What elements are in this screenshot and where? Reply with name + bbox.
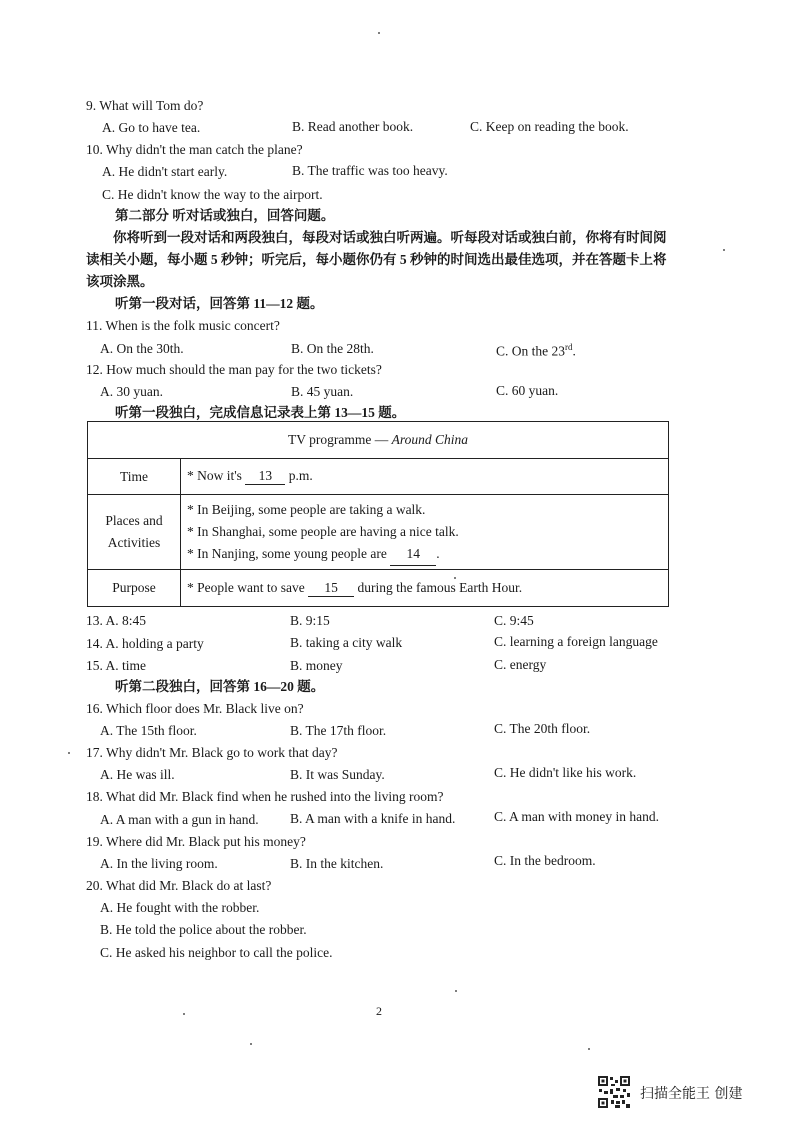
q12-option-a: A. 30 yuan. (100, 384, 163, 399)
places-3-post: . (436, 545, 440, 561)
blank-15: 15 (308, 580, 354, 597)
q17-option-b: B. It was Sunday. (290, 767, 385, 782)
q20-option-a: A. He fought with the robber. (100, 900, 260, 915)
page-number: 2 (376, 1004, 382, 1018)
table-title (88, 422, 669, 459)
q13-option-c: C. 9:45 (494, 613, 534, 628)
section1-heading: 听第一段对话，回答第 11—12 题。 (115, 296, 324, 311)
q14-option-b: B. taking a city walk (290, 635, 403, 650)
q11-option-a: A. On the 30th. (100, 341, 184, 356)
section2-heading: 听第一段独白，完成信息记录表上第 13—15 题。 (115, 405, 406, 420)
q12-option-c: C. 60 yuan. (496, 383, 559, 398)
scan-speck (250, 1043, 252, 1045)
blank-14: 14 (390, 543, 436, 566)
q10-option-b: B. The traffic was too heavy. (292, 163, 448, 178)
scan-speck (455, 990, 457, 992)
q11-option-c (496, 338, 576, 361)
q13-option-a: 13. A. 8:45 (86, 613, 147, 628)
q16-option-c: C. The 20th floor. (494, 721, 591, 736)
q19-stem: 19. Where did Mr. Black put his money? (86, 834, 306, 849)
q11-option-c-end: . (572, 343, 576, 359)
q9-option-a: A. Go to have tea. (102, 120, 201, 135)
time-cell (181, 459, 669, 495)
q17-stem: 17. Why didn't Mr. Black go to work that day? (86, 745, 338, 760)
q15-option-c: C. energy (494, 657, 547, 672)
places-label: Places and Activities (88, 495, 181, 570)
q12-stem: 12. How much should the man pay for the two tickets? (86, 362, 382, 377)
places-cell (181, 495, 669, 570)
q14-option-a: 14. A. holding a party (86, 636, 204, 651)
purpose-cell (181, 570, 669, 607)
scan-speck (454, 577, 456, 579)
q20-option-b: B. He told the police about the robber. (100, 922, 307, 937)
scan-speck (68, 752, 70, 754)
scanner-watermark-text: 扫描全能王 创建 (640, 1086, 743, 1102)
section3-heading: 听第二段独白，回答第 16—20 题。 (115, 679, 325, 694)
scan-speck (183, 1013, 185, 1015)
q20-option-c: C. He asked his neighbor to call the police. (100, 945, 333, 960)
q15-option-b: B. money (290, 658, 343, 673)
q11-option-b: B. On the 28th. (291, 341, 374, 356)
places-line-3 (187, 543, 662, 566)
time-pre: * Now it's (187, 468, 242, 483)
q10-stem: 10. Why didn't the man catch the plane? (86, 142, 303, 157)
scan-speck (588, 1048, 590, 1050)
q9-option-b: B. Read another book. (292, 119, 414, 134)
table-title-italic: Around China (391, 432, 468, 447)
places-line-2: * In Shanghai, some people are having a nice talk. (187, 523, 459, 539)
q16-stem: 16. Which floor does Mr. Black live on? (86, 701, 304, 716)
q18-option-c: C. A man with money in hand. (494, 809, 659, 824)
time-post: p.m. (288, 468, 313, 483)
table-title-text: TV programme — (288, 432, 392, 447)
part2-instructions-text: 你将听到一段对话和两段独白，每段对话或独白听两遍。听每段对话或独白前，你将有时间阅读相关小题，每小题 5 秒钟；听完后，每小题你仍有 5 秒钟的时间选出最佳选项，并在答题卡上将该项涂黑。 (86, 230, 667, 289)
q18-stem: 18. What did Mr. Black find when he rushed into the living room? (86, 789, 444, 804)
blank-13: 13 (245, 468, 285, 485)
q17-option-c: C. He didn't like his work. (494, 765, 637, 780)
places-line-1: * In Beijing, some people are taking a walk. (187, 501, 426, 517)
q15-option-a: 15. A. time (86, 658, 146, 673)
q20-stem: 20. What did Mr. Black do at last? (86, 878, 272, 893)
time-label: Time (88, 459, 181, 495)
q10-option-a: A. He didn't start early. (102, 164, 228, 179)
purpose-post: during the famous Earth Hour. (357, 579, 523, 595)
scan-speck (723, 249, 725, 251)
q9-stem: 9. What will Tom do? (86, 98, 204, 113)
q11-option-c-text: C. On the 23 (496, 343, 565, 359)
scan-speck (378, 32, 380, 34)
q11-stem: 11. When is the folk music concert? (86, 318, 280, 333)
part2-heading: 第二部分 听对话或独白，回答问题。 (115, 208, 335, 223)
q19-option-a: A. In the living room. (100, 856, 218, 871)
q18-option-b: B. A man with a knife in hand. (290, 811, 456, 826)
q19-option-b: B. In the kitchen. (290, 856, 384, 871)
purpose-pre: * People want to save (187, 579, 305, 595)
purpose-label: Purpose (88, 570, 181, 607)
q16-option-b: B. The 17th floor. (290, 723, 387, 738)
q18-option-a: A. A man with a gun in hand. (100, 812, 259, 827)
part2-instructions (86, 227, 678, 293)
qr-code-icon (597, 1075, 631, 1109)
q17-option-a: A. He was ill. (100, 767, 175, 782)
q10-option-c: C. He didn't know the way to the airport. (102, 187, 323, 202)
q11-option-c-sup: rd (565, 342, 573, 352)
places-3-pre: * In Nanjing, some young people are (187, 545, 387, 561)
q13-option-b: B. 9:15 (290, 613, 330, 628)
info-record-table (87, 421, 669, 607)
q14-option-c: C. learning a foreign language (494, 634, 658, 649)
q9-option-c: C. Keep on reading the book. (470, 119, 629, 134)
q16-option-a: A. The 15th floor. (100, 723, 197, 738)
q12-option-b: B. 45 yuan. (291, 384, 354, 399)
q19-option-c: C. In the bedroom. (494, 853, 596, 868)
